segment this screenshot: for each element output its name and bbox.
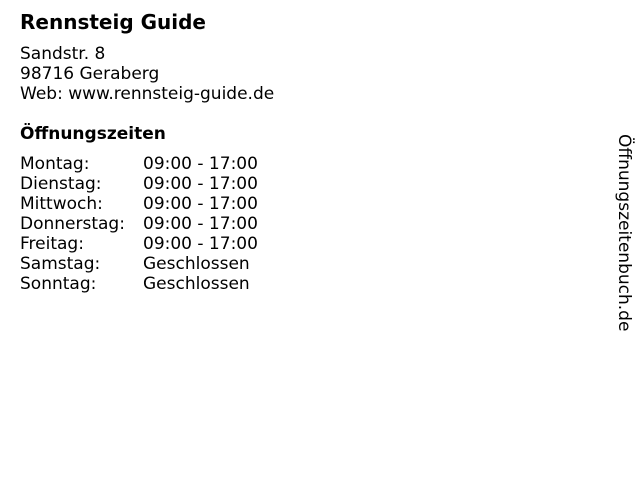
day-label: Donnerstag: (20, 214, 125, 234)
time-value: 09:00 - 17:00 (143, 154, 258, 174)
time-value: Geschlossen (143, 254, 250, 274)
street-address: Sandstr. 8 (20, 44, 106, 64)
hours-row-saturday (20, 254, 340, 274)
time-value: 09:00 - 17:00 (143, 174, 258, 194)
side-brand-label: Öffnungszeitenbuch.de (614, 134, 634, 332)
address-block (20, 44, 274, 104)
day-label: Dienstag: (20, 174, 102, 194)
hours-row-wednesday (20, 194, 340, 214)
time-value: Geschlossen (143, 274, 250, 294)
day-label: Sonntag: (20, 274, 97, 294)
day-label: Samstag: (20, 254, 101, 274)
hours-row-sunday (20, 274, 340, 294)
side-brand-container (612, 134, 636, 364)
hours-row-friday (20, 234, 340, 254)
opening-hours-table (20, 154, 340, 294)
day-label: Montag: (20, 154, 90, 174)
hours-row-monday (20, 154, 340, 174)
business-name: Rennsteig Guide (20, 10, 206, 34)
hours-row-thursday (20, 214, 340, 234)
hours-row-tuesday (20, 174, 340, 194)
time-value: 09:00 - 17:00 (143, 194, 258, 214)
website: Web: www.rennsteig-guide.de (20, 84, 275, 104)
time-value: 09:00 - 17:00 (143, 234, 258, 254)
day-label: Mittwoch: (20, 194, 103, 214)
opening-hours-heading: Öffnungszeiten (20, 124, 166, 144)
time-value: 09:00 - 17:00 (143, 214, 258, 234)
day-label: Freitag: (20, 234, 84, 254)
postal-city: 98716 Geraberg (20, 64, 160, 84)
